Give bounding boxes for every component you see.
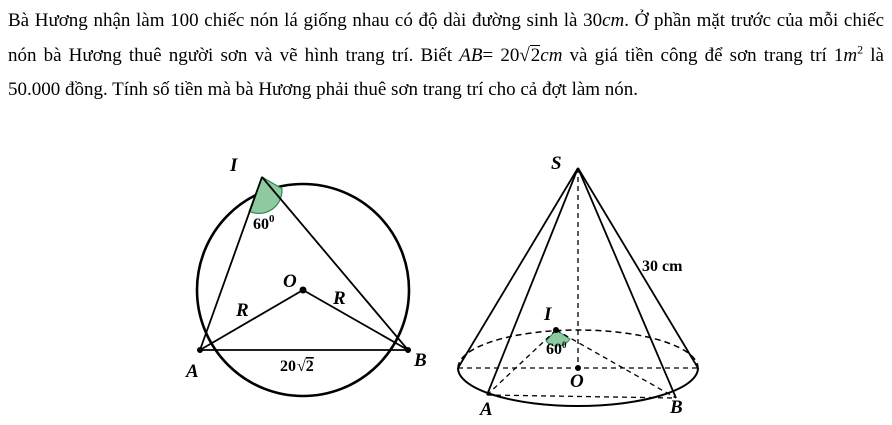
circle-figure [180,150,430,425]
problem-statement [8,4,884,108]
cone-label-I: I [544,304,552,325]
ab-unit: cm [540,44,563,66]
slant-length-value: 30 [583,10,603,31]
slant-length-unit: cm [602,10,625,31]
problem-line3-b: là 50.000 đồng. Tính số tiền mà bà Hương phải thuê sơn [8,44,884,100]
label-I: I [230,155,238,176]
generatrix-SB [578,168,676,398]
segment-AB-dashed [487,395,676,398]
label-R-right: R [333,288,346,309]
point-B [405,347,411,353]
angle-label: $60^0$ [253,213,275,233]
problem-line1-b: . Ở phần mặt [624,10,726,31]
center-point [300,287,307,294]
label-B: B [414,350,427,371]
ab-radicand: 2 [530,44,541,66]
cone-angle-label: $60^0$ [546,340,567,358]
area-unit: m [843,44,858,66]
label-A: A [186,361,199,382]
cone-label-B: B [670,397,683,418]
segment-IB [262,177,408,350]
generatrix-SA [487,168,578,395]
label-R-left: R [236,300,249,321]
cone-label-S: S [551,153,562,174]
point-A [197,347,203,353]
radius-OA [200,290,303,350]
sqrt-sign-icon: √ [519,44,530,66]
ab-equals: = 20 [482,44,520,66]
problem-line1-a: Bà Hương nhận làm 100 chiếc nón lá giống nhau có độ dài đường sinh là [8,10,578,31]
chord-label: 20√2 [280,358,314,375]
problem-line2-a: trước của mỗi chiếc nón bà Hương thuê người sơn và vẽ hình trang trí. Biết [8,10,885,66]
slant-label: 30 cm [642,258,683,275]
problem-line2-b: và [569,44,588,66]
label-O: O [283,271,297,292]
problem-line4: trang trí cho cả đợt làm nón. [422,79,639,100]
segment-IA [200,177,262,350]
cone-figure [450,150,710,425]
problem-line3-a: giá tiền công để sơn trang trí [594,44,827,66]
radius-OB [303,290,408,350]
cone-label-O: O [570,371,584,392]
area-exponent: 2 [857,42,864,57]
cone-label-A: A [480,399,493,420]
area-number: 1 [833,44,844,66]
cone-point-I [553,327,559,333]
ab-lhs: AB [459,44,483,66]
